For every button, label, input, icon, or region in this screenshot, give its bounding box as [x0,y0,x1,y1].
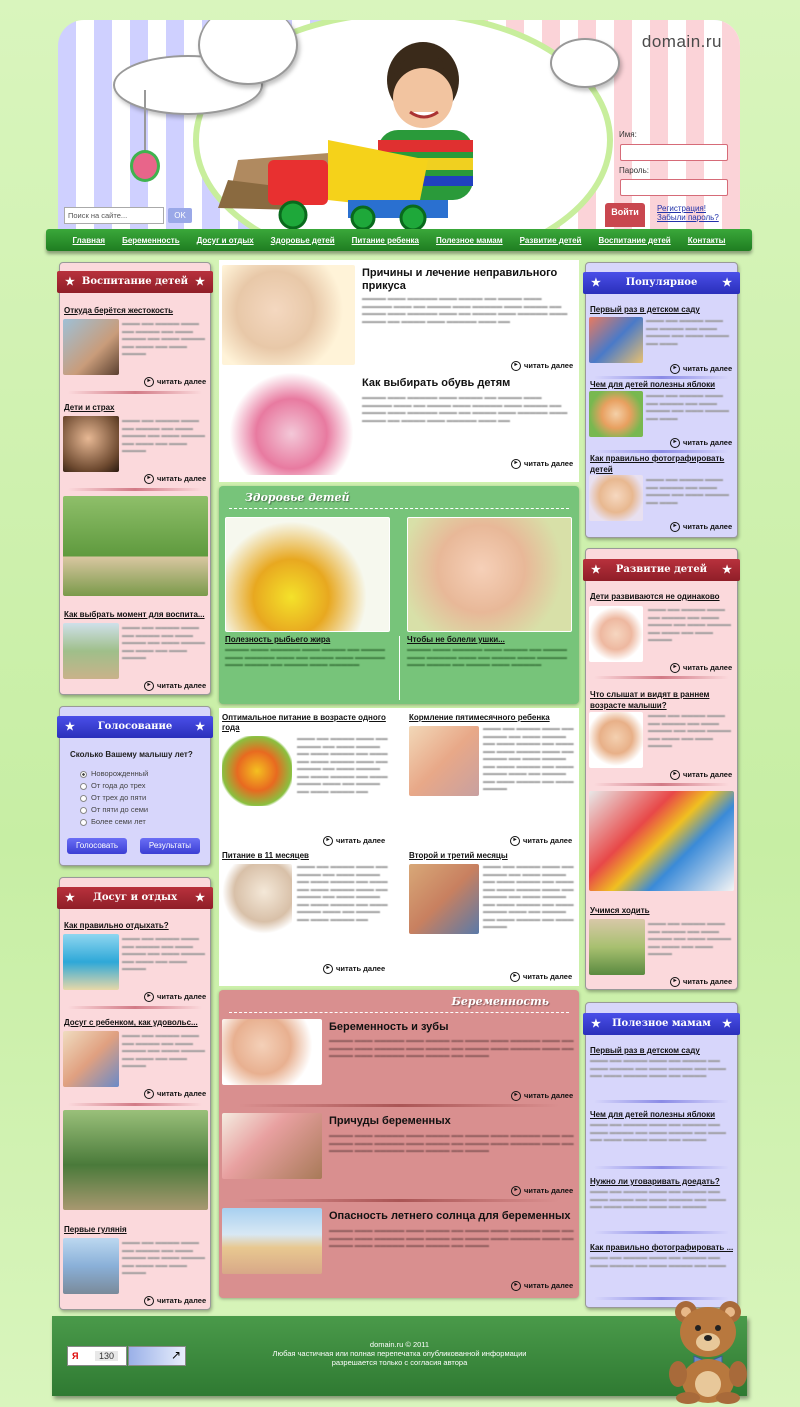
list-item [590,1110,733,1119]
article-excerpt: ▬▬▬ ▬▬ ▬▬▬▬ ▬▬▬ ▬▬ ▬▬▬▬ ▬▬ ▬▬▬ ▬▬▬▬ ▬▬ ▬▬▬ ▬▬▬▬ ▬▬ ▬▬▬ [590,1255,727,1269]
divider [68,488,202,491]
poll-option[interactable] [80,804,148,816]
health-section [219,486,579,704]
leisure-box [59,877,211,1310]
poll-option-label: От пяти до семи [91,805,149,814]
star-icon: ★ [65,891,75,904]
star-icon: ★ [65,720,75,733]
pregnancy-section-title: Беременность [451,995,549,1008]
cloud-right [550,38,620,88]
read-more-link[interactable]: ▸ читать далее [511,1091,573,1101]
article-link[interactable]: Чем для детей полезны яблоки [590,1110,716,1119]
register-link[interactable]: Регистрация! [657,204,706,213]
radio-icon[interactable] [80,795,87,802]
article-link[interactable]: Дети развиваются не одинаково [590,592,720,601]
read-more-link[interactable]: ▸ читать далее [670,770,732,780]
list-item [64,403,206,412]
read-more-link[interactable]: ▸ читать далее [511,361,573,371]
read-more-link[interactable]: ▸ читать далее [144,681,206,691]
liveinternet-counter[interactable] [128,1346,186,1366]
article-excerpt: ▬▬▬▬ ▬▬▬ ▬▬▬▬▬ ▬▬▬ ▬▬▬▬ ▬▬ ▬▬▬▬ ▬▬▬ ▬▬▬▬▬ ▬▬▬ ▬▬ ▬▬▬▬ ▬▬▬ ▬▬▬▬▬ ▬▬▬ ▬▬▬▬ ▬▬ ▬▬▬▬ ▬▬▬ ▬▬▬▬▬ [407,647,568,668]
read-more-link[interactable]: ▸ читать далее [511,1186,573,1196]
results-button[interactable]: Результаты [140,838,200,854]
divider [594,1166,729,1169]
article-excerpt: ▬▬▬ ▬▬ ▬▬▬▬ ▬▬▬ ▬▬ ▬▬▬▬ ▬▬ ▬▬▬ ▬▬▬▬ ▬▬ ▬▬▬ ▬▬▬▬ ▬▬ ▬▬▬ ▬▬ ▬▬▬ ▬▬▬▬ [648,607,732,643]
poll-option-label: Более семи лет [91,817,146,826]
star-icon: ★ [591,563,601,576]
article-thumb[interactable] [63,1238,119,1294]
article-thumb-feeding[interactable] [409,726,479,796]
read-more-link[interactable]: ▸ читать далее [511,459,573,469]
yandex-logo-icon: Я [72,1351,79,1361]
read-more-link[interactable]: ▸ читать далее [144,377,206,387]
nav-food[interactable]: Питание ребенка [351,235,419,245]
featured-photo-mother-child[interactable] [63,496,208,596]
pacifier-icon [130,150,160,182]
arrow-icon: ↗ [170,1348,181,1362]
article-excerpt: ▬▬▬ ▬▬ ▬▬▬▬ ▬▬▬ ▬▬ ▬▬▬▬ ▬▬ ▬▬▬ ▬▬▬▬ ▬▬ ▬▬▬ ▬▬▬▬ ▬▬ ▬▬▬ ▬▬ ▬▬▬ ▬▬▬▬ ▬▬▬ ▬▬ ▬▬▬▬ ▬▬ ▬▬▬ ▬▬▬▬ ▬▬ ▬▬▬ ▬▬▬▬ ▬▬ ▬▬▬ ▬▬▬▬ ▬▬▬ ▬▬ ▬▬▬▬ ▬▬ ▬▬▬ ▬▬▬▬ ▬▬ ▬▬▬ ▬▬▬▬ [483,864,574,930]
article-excerpt: ▬▬▬ ▬▬ ▬▬▬▬ ▬▬▬ ▬▬ ▬▬▬▬ ▬▬ ▬▬▬ ▬▬▬▬ ▬▬ ▬▬▬ ▬▬▬▬ ▬▬ ▬▬▬ ▬▬ ▬▬▬ ▬▬▬▬ [122,418,206,454]
header [58,20,740,230]
article-title[interactable]: Питание в 11 месяцев [222,851,309,860]
leisure-title [57,887,213,909]
article-excerpt: ▬▬▬ ▬▬ ▬▬▬▬ ▬▬▬ ▬▬ ▬▬▬▬ ▬▬ ▬▬▬ ▬▬▬▬ ▬▬ ▬▬▬ ▬▬▬▬ ▬▬ ▬▬▬ [646,393,730,422]
article-thumb-mother-baby[interactable] [409,864,479,934]
poll-option[interactable] [80,792,148,804]
radio-icon[interactable] [80,771,87,778]
list-item [64,610,206,619]
read-more-link[interactable]: ▸ читать далее [144,1296,206,1306]
divider [229,1012,569,1013]
article-thumb[interactable] [589,712,643,768]
article-thumb-kids-shoes[interactable] [229,372,354,475]
footer-copyright: domain.ru © 2011 [369,1340,430,1349]
footer-notice-line1: Любая частичная или полная перепечатка опубликованной информации [272,1349,527,1358]
poll-option-label: Новорожденный [91,769,149,778]
divider [239,1199,559,1202]
search-button[interactable]: OK [168,208,192,223]
featured-photo-family-walk[interactable] [63,1110,208,1210]
star-icon: ★ [722,276,732,289]
list-item [590,305,733,314]
article-link[interactable]: Досуг с ребенком, как удовольс... [64,1018,198,1027]
list-item [590,1046,733,1055]
list-item [590,1243,733,1252]
health-section-title: Здоровье детей [245,491,350,504]
development-box [585,548,738,990]
popular-title [583,272,740,294]
development-title-text: Развитие детей [615,564,708,575]
star-icon: ★ [195,891,205,904]
article-thumb-sleeping-baby[interactable] [222,265,355,365]
article-thumb[interactable] [589,317,643,363]
star-icon: ★ [591,1017,601,1030]
article-link[interactable]: Как правильно фотографировать детей [590,454,725,474]
article-title[interactable]: Беременность и зубы [329,1021,449,1033]
top-articles [219,260,579,482]
article-thumb[interactable] [63,934,119,990]
divider [594,1231,729,1234]
article-thumb-fish-oil[interactable] [225,517,390,632]
forgot-password-link[interactable]: Забыли пароль? [657,213,719,222]
article-thumb-pregnant-eating[interactable] [222,1113,322,1179]
article-excerpt: ▬▬▬▬ ▬▬▬ ▬▬▬▬▬ ▬▬▬ ▬▬▬▬ ▬▬ ▬▬▬▬ ▬▬▬ ▬▬▬▬▬ ▬▬▬ ▬▬ ▬▬▬▬ ▬▬▬ ▬▬▬▬▬ ▬▬▬ ▬▬▬▬ ▬▬ ▬▬▬▬ ▬▬▬ ▬▬▬▬▬ ▬▬▬ ▬▬ ▬▬▬▬ ▬▬▬ ▬▬▬▬▬ ▬▬▬ ▬▬▬▬ ▬▬ ▬▬▬▬ ▬▬▬ ▬▬▬▬▬ ▬▬▬ ▬▬ [362,296,568,325]
footer-notice-line2: разрешается только с согласия автора [331,1358,468,1367]
read-more-link[interactable]: ▸ читать далее [323,836,385,846]
read-more-link[interactable]: ▸ читать далее [670,663,732,673]
list-item [590,1177,733,1186]
read-more-link[interactable]: ▸ читать далее [144,992,206,1002]
footer [52,1316,747,1396]
star-icon: ★ [591,276,601,289]
article-excerpt: ▬▬▬ ▬▬ ▬▬▬▬ ▬▬▬ ▬▬ ▬▬▬▬ ▬▬ ▬▬▬ ▬▬▬▬ ▬▬ ▬▬▬ ▬▬▬▬ ▬▬ ▬▬▬ ▬▬ ▬▬▬ ▬▬▬▬ ▬▬▬ ▬▬ ▬▬▬▬ [590,1122,727,1143]
article-excerpt: ▬▬▬ ▬▬ ▬▬▬▬ ▬▬▬ ▬▬ ▬▬▬▬ ▬▬ ▬▬▬ ▬▬▬▬ ▬▬ ▬▬▬ ▬▬▬▬ ▬▬ ▬▬▬ ▬▬ ▬▬▬ ▬▬▬▬ [122,1033,206,1069]
read-more-link[interactable]: ▸ читать далее [670,364,732,374]
article-excerpt: ▬▬▬ ▬▬ ▬▬▬▬ ▬▬▬ ▬▬ ▬▬▬▬ ▬▬ ▬▬▬ ▬▬▬▬ ▬▬ ▬▬▬ ▬▬▬▬ ▬▬ ▬▬▬ ▬▬ ▬▬▬ ▬▬▬▬ ▬▬▬ ▬▬ ▬▬▬▬ ▬▬ ▬▬▬ ▬▬▬▬ ▬▬ ▬▬▬ ▬▬▬▬ ▬▬ ▬▬▬ ▬▬▬▬ ▬▬▬ ▬▬ ▬▬▬▬ ▬▬ ▬▬▬ ▬▬▬▬ ▬▬ ▬▬▬ ▬▬▬▬ [483,726,574,792]
article-thumb-fruit[interactable] [222,736,292,806]
poll-option[interactable] [80,768,148,780]
list-item [407,635,572,644]
poll-option[interactable] [80,816,148,828]
article-link[interactable]: Что слышат и видят в раннем возрасте малыши? [590,690,710,710]
article-excerpt: ▬▬▬ ▬▬ ▬▬▬▬ ▬▬▬ ▬▬ ▬▬▬▬ ▬▬ ▬▬▬ ▬▬▬▬ ▬▬ ▬▬▬ ▬▬▬▬ ▬▬ ▬▬▬ ▬▬ ▬▬▬ ▬▬▬▬ [122,936,206,972]
star-icon: ★ [195,275,205,288]
poll-question: Сколько Вашему малышу лет? [70,750,193,759]
article-link[interactable]: Полезность рыбьего жира [225,635,331,644]
article-link[interactable]: Как правильно отдыхать? [64,921,169,930]
yandex-counter[interactable] [67,1346,127,1366]
development-title [583,559,740,581]
name-label: Имя: [619,130,637,139]
popular-box [585,262,738,538]
article-thumb[interactable] [589,475,643,521]
article-thumb-beach[interactable] [222,1208,322,1274]
article-link[interactable]: Чем для детей полезны яблоки [590,380,716,389]
divider [594,676,729,679]
moms-title [583,1013,740,1035]
pregnancy-section [219,990,579,1298]
article-link[interactable]: Первые гулянія [64,1225,127,1234]
article-link[interactable]: Дети и страх [64,403,115,412]
article-thumb[interactable] [63,623,119,679]
divider [68,391,202,394]
popular-title-text: Популярное [625,277,698,288]
read-more-link[interactable]: ▸ читать далее [510,972,572,982]
article-link[interactable]: Учимся ходить [590,906,650,915]
star-icon: ★ [722,563,732,576]
search-input[interactable]: Поиск на сайте... [64,207,164,224]
poll-option-label: От года до трех [91,781,146,790]
article-link[interactable]: Как выбрать момент для воспита... [64,610,205,619]
nav-development[interactable]: Развитие детей [519,235,582,245]
column-divider [399,636,400,700]
nav-leisure[interactable]: Досуг и отдых [196,235,254,245]
nav-home[interactable]: Главная [72,235,106,245]
article-link[interactable]: Первый раз в детском саду [590,1046,700,1055]
article-excerpt: ▬▬▬ ▬▬ ▬▬▬▬ ▬▬▬ ▬▬ ▬▬▬▬ ▬▬ ▬▬▬ ▬▬▬▬ ▬▬ ▬▬▬ ▬▬▬▬ ▬▬ ▬▬▬ ▬▬ ▬▬▬ ▬▬▬▬ [122,321,206,357]
list-item [64,306,206,315]
divider [68,1103,202,1106]
list-item [590,453,733,475]
password-input[interactable] [620,179,728,196]
upbringing-title [57,271,213,293]
article-title[interactable]: Опасность летнего солнца для беременных [329,1210,571,1222]
read-more-link[interactable]: ▸ читать далее [670,977,732,987]
article-excerpt: ▬▬▬ ▬▬ ▬▬▬▬ ▬▬▬ ▬▬ ▬▬▬▬ ▬▬ ▬▬▬ ▬▬▬▬ ▬▬ ▬▬▬ ▬▬▬▬ ▬▬ ▬▬▬ ▬▬ ▬▬▬ ▬▬▬▬ [122,625,206,661]
read-more-link[interactable]: ▸ читать далее [510,836,572,846]
list-item [590,906,733,915]
upbringing-title-text: Воспитание детей [81,276,189,287]
read-more-link[interactable]: ▸ читать далее [144,1089,206,1099]
name-input[interactable] [620,144,728,161]
star-icon: ★ [65,275,75,288]
poll-title [57,716,213,738]
article-link[interactable]: Нужно ли уговаривать доедать? [590,1177,720,1186]
article-title[interactable]: Как выбирать обувь детям [362,377,511,389]
login-button[interactable]: Войти [605,203,645,227]
article-title[interactable]: Кормление пятимесячного ребенка [409,713,550,722]
vote-button[interactable]: Голосовать [67,838,127,854]
article-excerpt: ▬▬▬ ▬▬ ▬▬▬▬ ▬▬▬ ▬▬ ▬▬▬▬ ▬▬ ▬▬▬ ▬▬▬▬ ▬▬ ▬▬▬ ▬▬▬▬ ▬▬ ▬▬▬ [646,318,730,347]
article-excerpt: ▬▬▬ ▬▬ ▬▬▬▬ ▬▬▬ ▬▬ ▬▬▬▬ ▬▬ ▬▬▬ ▬▬▬▬ ▬▬ ▬▬▬ ▬▬▬▬ ▬▬ ▬▬▬ ▬▬ ▬▬▬ ▬▬▬▬ ▬▬▬ ▬▬ ▬▬▬▬ [590,1189,727,1210]
poll-title-text: Голосование [97,721,173,732]
article-thumb[interactable] [589,391,643,437]
password-label: Пароль: [619,166,649,175]
divider [594,376,729,379]
article-excerpt: ▬▬▬ ▬▬ ▬▬▬▬ ▬▬▬ ▬▬ ▬▬▬▬ ▬▬ ▬▬▬ ▬▬▬▬ ▬▬ ▬▬▬ ▬▬▬▬ ▬▬ ▬▬▬ ▬▬ ▬▬▬ ▬▬▬▬ [648,713,732,749]
upbringing-box [59,262,211,695]
article-thumb[interactable] [589,606,643,662]
poll-option-label: От трех до пяти [91,793,147,802]
article-thumb[interactable] [63,1031,119,1087]
teddy-bear-icon [664,1296,754,1404]
star-icon: ★ [195,720,205,733]
nav-pregnancy[interactable]: Беременность [122,235,180,245]
moms-title-text: Полезное мамам [612,1018,711,1029]
article-thumb-crying-baby[interactable] [407,517,572,632]
list-item [590,592,733,601]
article-title[interactable]: Причины и лечение неправильного прикуса [362,267,558,292]
article-link[interactable]: Первый раз в детском саду [590,305,700,314]
star-icon: ★ [722,1017,732,1030]
poll-options [80,768,148,828]
nav-upbringing[interactable]: Воспитание детей [598,235,671,245]
article-excerpt: ▬▬▬ ▬▬ ▬▬▬▬ ▬▬▬ ▬▬ ▬▬▬▬ ▬▬ ▬▬▬ ▬▬▬▬ ▬▬ ▬▬▬ ▬▬▬▬ ▬▬ ▬▬▬ ▬▬ ▬▬▬ ▬▬▬▬ ▬▬▬ ▬▬ ▬▬▬▬ ▬▬ ▬▬▬ ▬▬▬▬ ▬▬ ▬▬▬ ▬▬▬▬ ▬▬ ▬▬▬ ▬▬▬▬ ▬▬▬ ▬▬ ▬▬▬▬ ▬▬ ▬▬▬ ▬▬▬▬ ▬▬ [297,864,388,923]
list-item [64,921,206,930]
main-nav [46,229,752,251]
radio-icon[interactable] [80,819,87,826]
article-thumb[interactable] [589,919,645,975]
list-item [64,1018,206,1027]
leisure-title-text: Досуг и отдых [92,892,178,903]
article-thumb-brushing-teeth[interactable] [222,1019,322,1085]
divider [594,1100,729,1103]
article-excerpt: ▬▬▬▬ ▬▬▬ ▬▬▬▬▬ ▬▬▬ ▬▬▬▬ ▬▬ ▬▬▬▬ ▬▬▬ ▬▬▬▬▬ ▬▬▬ ▬▬ ▬▬▬▬ ▬▬▬ ▬▬▬▬▬ ▬▬▬ ▬▬▬▬ ▬▬ ▬▬▬▬ ▬▬▬ ▬▬▬▬▬ ▬▬▬ ▬▬ ▬▬▬▬ ▬▬▬ ▬▬▬▬▬ ▬▬▬ ▬▬▬▬ ▬▬ ▬▬▬▬ ▬▬▬ ▬▬▬▬▬ ▬▬▬ ▬▬ [362,395,568,424]
article-thumb[interactable] [63,416,119,472]
read-more-link[interactable]: ▸ читать далее [670,522,732,532]
site-domain: domain.ru [641,32,722,51]
radio-icon[interactable] [80,783,87,790]
article-excerpt: ▬▬▬▬ ▬▬▬ ▬▬▬▬▬ ▬▬▬ ▬▬▬▬ ▬▬ ▬▬▬▬ ▬▬▬ ▬▬▬▬▬ ▬▬▬ ▬▬ ▬▬▬▬ ▬▬▬ ▬▬▬▬▬ ▬▬▬ ▬▬▬▬ ▬▬ ▬▬▬▬ ▬▬▬ ▬▬▬▬▬ [225,647,386,668]
list-item [225,635,390,644]
list-item [590,380,733,389]
list-item [64,1225,206,1234]
divider [229,508,569,509]
nav-moms[interactable]: Полезное мамам [435,235,503,245]
article-title[interactable]: Второй и третий месяцы [409,851,508,860]
poll-option[interactable] [80,780,148,792]
read-more-link[interactable]: ▸ читать далее [670,438,732,448]
article-excerpt: ▬▬▬ ▬▬ ▬▬▬▬ ▬▬▬ ▬▬ ▬▬▬▬ ▬▬ ▬▬▬ ▬▬▬▬ ▬▬ ▬▬▬ ▬▬▬▬ ▬▬ ▬▬▬ [646,477,730,506]
article-excerpt: ▬▬▬▬ ▬▬▬ ▬▬▬▬▬ ▬▬▬ ▬▬▬▬ ▬▬ ▬▬▬▬ ▬▬▬ ▬▬▬▬▬ ▬▬▬ ▬▬ ▬▬▬▬ ▬▬▬ ▬▬▬▬▬ ▬▬▬ ▬▬▬▬ ▬▬ ▬▬▬▬ ▬▬▬ ▬▬▬▬▬ ▬▬▬ ▬▬ ▬▬▬▬ ▬▬▬ ▬▬▬▬▬ ▬▬▬ ▬▬▬▬ ▬▬ ▬▬▬▬ [329,1228,574,1249]
read-more-link[interactable]: ▸ читать далее [323,964,385,974]
radio-icon[interactable] [80,807,87,814]
article-excerpt: ▬▬▬▬ ▬▬▬ ▬▬▬▬▬ ▬▬▬ ▬▬▬▬ ▬▬ ▬▬▬▬ ▬▬▬ ▬▬▬▬▬ ▬▬▬ ▬▬ ▬▬▬▬ ▬▬▬ ▬▬▬▬▬ ▬▬▬ ▬▬▬▬ ▬▬ ▬▬▬▬ ▬▬▬ ▬▬▬▬▬ ▬▬▬ ▬▬ ▬▬▬▬ ▬▬▬ ▬▬▬▬▬ ▬▬▬ ▬▬▬▬ ▬▬ ▬▬▬▬ [329,1133,574,1154]
read-more-link[interactable]: ▸ читать далее [511,1281,573,1291]
divider [68,1006,202,1009]
divider [239,1104,559,1107]
article-excerpt: ▬▬▬ ▬▬ ▬▬▬▬ ▬▬▬ ▬▬ ▬▬▬▬ ▬▬ ▬▬▬ ▬▬▬▬ ▬▬ ▬▬▬ ▬▬▬▬ ▬▬ ▬▬▬ ▬▬ ▬▬▬ ▬▬▬▬ [122,1240,206,1276]
article-excerpt: ▬▬▬ ▬▬ ▬▬▬▬ ▬▬▬ ▬▬ ▬▬▬▬ ▬▬ ▬▬▬ ▬▬▬▬ ▬▬ ▬▬▬ ▬▬▬▬ ▬▬ ▬▬▬ ▬▬ ▬▬▬ ▬▬▬▬ [648,921,732,957]
moms-box [585,1002,738,1308]
article-thumb-teddy-milk[interactable] [222,864,292,934]
article-link[interactable]: Чтобы не болели ушки... [407,635,505,644]
article-excerpt: ▬▬▬▬ ▬▬▬ ▬▬▬▬▬ ▬▬▬ ▬▬▬▬ ▬▬ ▬▬▬▬ ▬▬▬ ▬▬▬▬▬ ▬▬▬ ▬▬ ▬▬▬▬ ▬▬▬ ▬▬▬▬▬ ▬▬▬ ▬▬▬▬ ▬▬ ▬▬▬▬ ▬▬▬ ▬▬▬▬▬ ▬▬▬ ▬▬ ▬▬▬▬ ▬▬▬ ▬▬▬▬▬ ▬▬▬ ▬▬▬▬ ▬▬ ▬▬▬▬ [329,1038,574,1059]
article-link[interactable]: Как правильно фотографировать ... [590,1243,733,1252]
nav-contacts[interactable]: Контакты [687,235,726,245]
list-item [590,689,733,711]
food-section [219,708,579,986]
poll-box [59,706,211,866]
counter-value: 130 [95,1351,118,1361]
article-title[interactable]: Оптимальное питание в возрасте одного года [222,713,386,732]
nav-health[interactable]: Здоровье детей [270,235,335,245]
article-link[interactable]: Откуда берётся жестокость [64,306,174,315]
article-title[interactable]: Причуды беременных [329,1115,451,1127]
featured-photo-kids-blocks[interactable] [589,791,734,891]
read-more-link[interactable]: ▸ читать далее [144,474,206,484]
divider [594,783,729,786]
article-excerpt: ▬▬▬ ▬▬ ▬▬▬▬ ▬▬▬ ▬▬ ▬▬▬▬ ▬▬ ▬▬▬ ▬▬▬▬ ▬▬ ▬▬▬ ▬▬▬▬ ▬▬ ▬▬▬ ▬▬ ▬▬▬ ▬▬▬▬ ▬▬▬ ▬▬ ▬▬▬▬ ▬▬ ▬▬▬ ▬▬▬▬ ▬▬ ▬▬▬ ▬▬▬▬ ▬▬ ▬▬▬ ▬▬▬▬ ▬▬▬ ▬▬ ▬▬▬▬ ▬▬ ▬▬▬ ▬▬▬▬ ▬▬ [297,736,388,795]
article-thumb[interactable] [63,319,119,375]
article-excerpt: ▬▬▬ ▬▬ ▬▬▬▬ ▬▬▬ ▬▬ ▬▬▬▬ ▬▬ ▬▬▬ ▬▬▬▬ ▬▬ ▬▬▬ ▬▬▬▬ ▬▬ ▬▬▬ ▬▬ ▬▬▬ ▬▬▬▬ ▬▬▬ ▬▬ ▬▬▬▬ [590,1058,727,1079]
